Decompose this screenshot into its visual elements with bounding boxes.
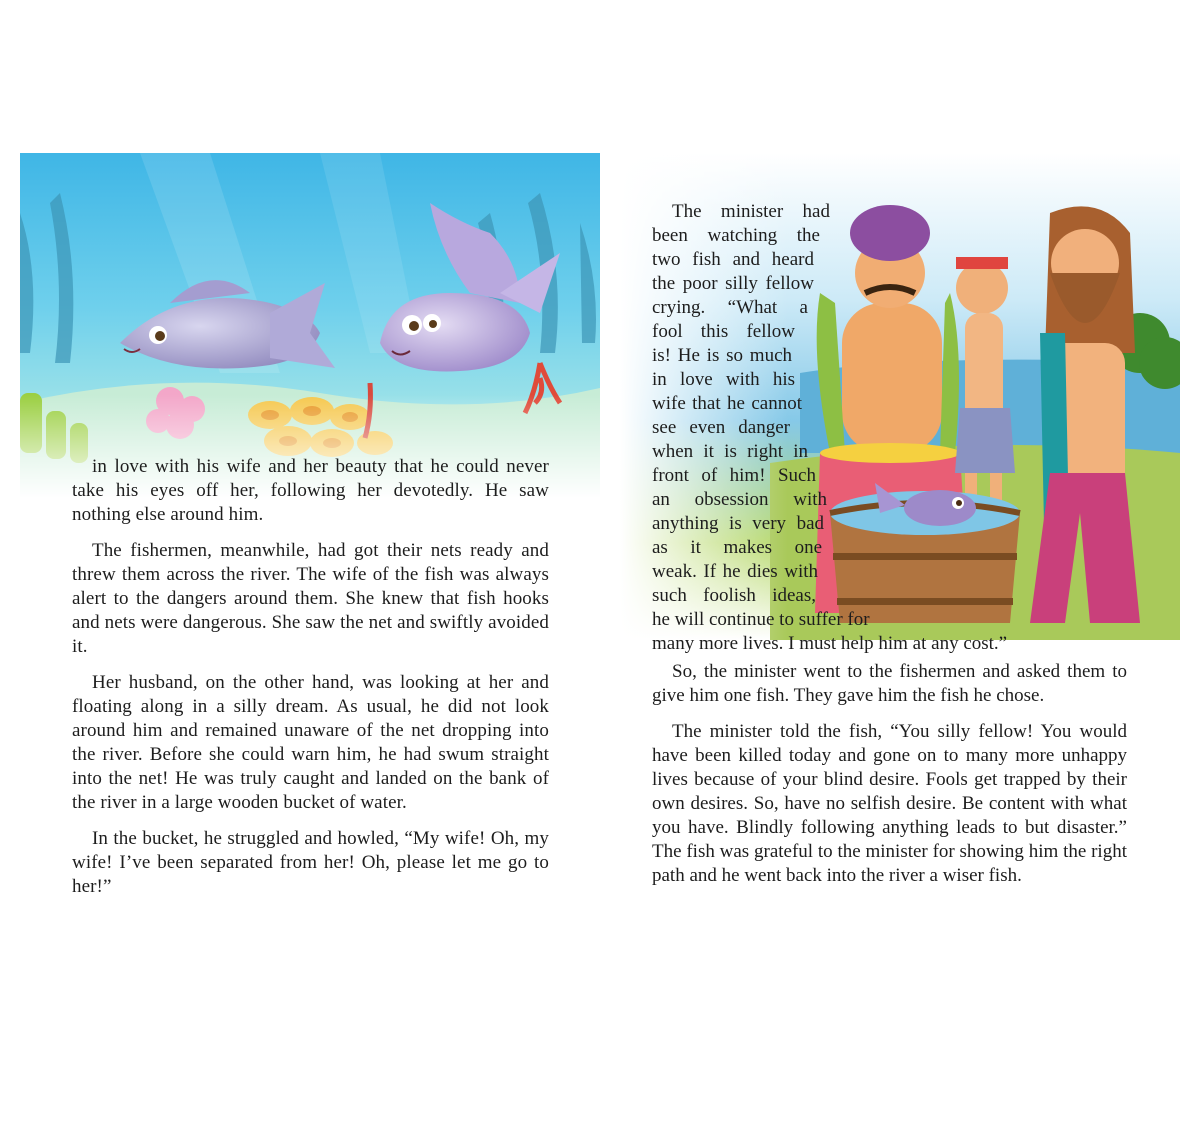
wrap-line: front of him! Such xyxy=(652,465,816,486)
paragraph-minister-lesson: The minister told the fish, “You silly fellow! You would have been killed today and gone on to many more unhappy lives because of your blind desire. Fools get trapped by their own desires. So, have no selfish desire. Be content with what you have. Blindly following anything leads to but disaster.” The fish was grateful to the minister for showing him the right path and he went back into the river a wiser fish. xyxy=(652,721,1127,886)
wrap-line: anything is very bad xyxy=(652,513,824,534)
wrap-line: wife that he cannot xyxy=(652,393,802,414)
wrap-line: the poor silly fellow xyxy=(652,273,814,294)
wrap-line: The minister had xyxy=(672,201,830,222)
wrap-line: when it is right in xyxy=(652,441,808,462)
right-wrapped-text xyxy=(652,200,1152,656)
wrap-line: crying. “What a xyxy=(652,297,808,318)
underwater-illustration xyxy=(20,153,600,498)
paragraph-continuation: in love with his wife and her beauty that he could never take his eyes off her, following her devotedly. He saw nothing else around him. xyxy=(72,456,549,525)
paragraph-bucket: In the bucket, he struggled and howled, “My wife! Oh, my wife! I’ve been separated from her! Oh, please let me go to her!” xyxy=(72,828,549,897)
paragraph-husband: Her husband, on the other hand, was looking at her and floating along in a silly dream. As usual, he did not look around him and remained unaware of the net dropping into the river. Before she could warn him, he had swum straight into the net! He was truly caught and landed on the bank of the river in a large wooden bucket of water. xyxy=(72,672,549,813)
right-page xyxy=(600,0,1200,1125)
left-text-block xyxy=(72,455,549,911)
right-text-block xyxy=(652,660,1127,900)
wrap-line: fool this fellow xyxy=(652,321,795,342)
wrap-line: two fish and heard xyxy=(652,249,814,270)
wrap-line: an obsession with xyxy=(652,489,827,510)
wrap-line: is! He is so much xyxy=(652,345,792,366)
paragraph-fishermen: The fishermen, meanwhile, had got their nets ready and threw them across the river. The wife of the fish was always alert to the dangers around them. She knew that fish hooks and nets were dangerous. She saw the net and swiftly avoided it. xyxy=(72,540,549,657)
wrap-line: been watching the xyxy=(652,225,820,246)
wrap-line: weak. If he dies with xyxy=(652,561,818,582)
wrap-line: he will continue to suffer for xyxy=(652,609,870,630)
wrap-line: such foolish ideas, xyxy=(652,585,816,606)
wrap-line: in love with his xyxy=(652,369,795,390)
wrap-line: as it makes one xyxy=(652,537,822,558)
wrap-line: many more lives. I must help him at any cost.” xyxy=(652,633,1008,654)
paragraph-minister-request: So, the minister went to the fishermen and asked them to give him one fish. They gave him the fish he chose. xyxy=(652,661,1127,706)
wrap-line: see even danger xyxy=(652,417,790,438)
